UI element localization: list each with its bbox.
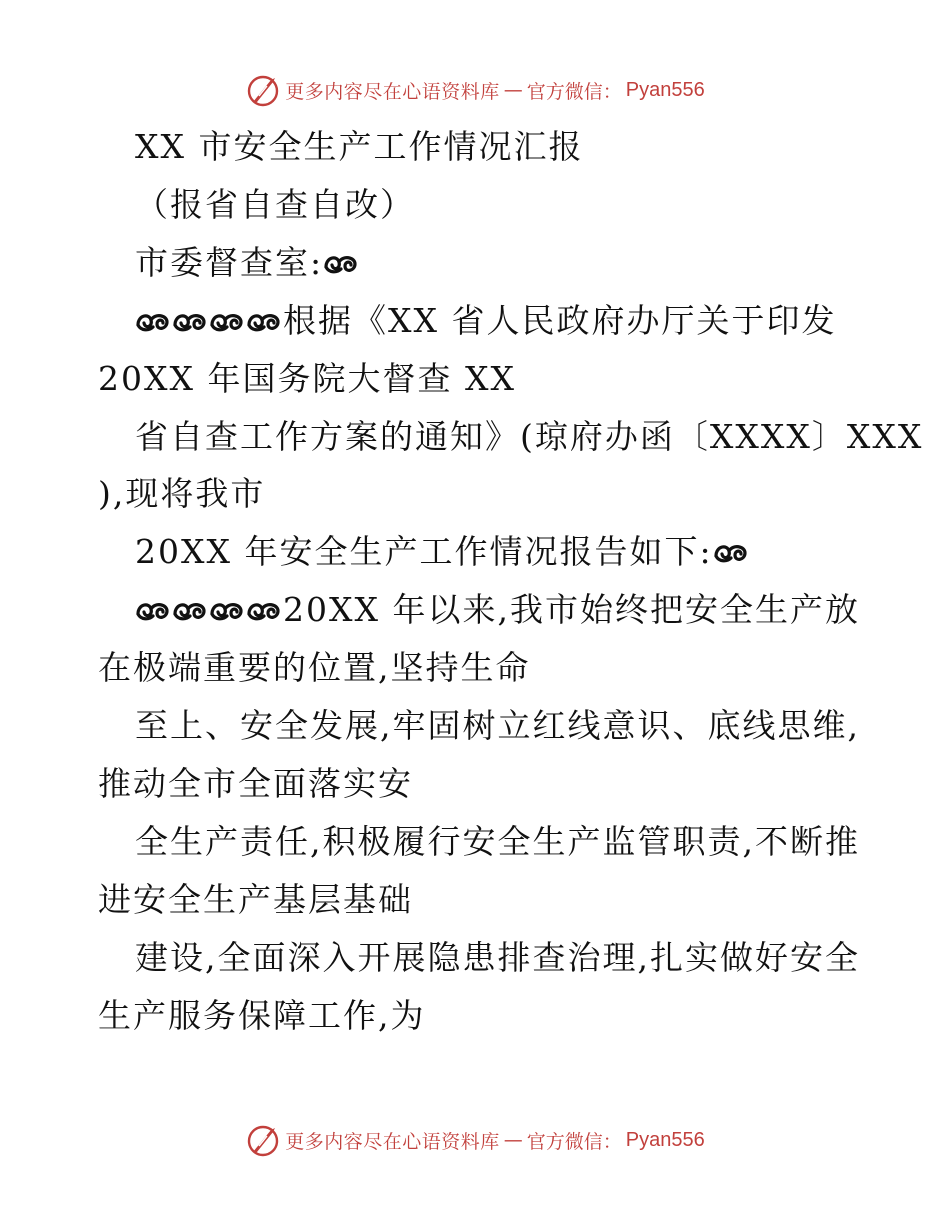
document-line xyxy=(98,359,516,399)
footer-watermark-banner xyxy=(0,1120,950,1160)
paragraph-mark-icon xyxy=(172,307,208,335)
banner-separator: — xyxy=(503,79,523,101)
document-line-text: 省自查工作方案的通知》(琼府办函〔XXXX〕XXX xyxy=(135,416,924,456)
document-line xyxy=(135,938,860,978)
document-line xyxy=(98,996,426,1036)
document-line xyxy=(135,243,360,283)
document-line-text: XX 市安全生产工作情况汇报 xyxy=(135,127,584,166)
header-watermark-banner xyxy=(0,70,950,110)
document-line xyxy=(135,127,583,167)
document-line xyxy=(98,474,265,514)
banner-wechat-id: Pyan556 xyxy=(625,78,705,101)
document-line-text: 20XX 年以来,我市始终把安全生产放 xyxy=(283,590,860,630)
document-line-text: 市委督查室: xyxy=(135,242,324,282)
quill-logo-icon xyxy=(245,72,281,108)
paragraph-mark-icon xyxy=(209,596,245,624)
document-line-text: 20XX 年安全生产工作情况报告如下: xyxy=(135,532,713,572)
document-line xyxy=(135,706,860,746)
document-line-text: 建设,全面深入开展隐患排查治理,扎实做好安全 xyxy=(135,937,860,977)
banner-library-text: 更多内容尽在心语资料库 xyxy=(285,1130,500,1153)
banner-library-text: 更多内容尽在心语资料库 xyxy=(285,80,500,103)
paragraph-mark-icon xyxy=(172,596,208,624)
document-line xyxy=(135,822,860,862)
document-line-text: ),现将我市 xyxy=(98,474,266,514)
document-line xyxy=(98,764,413,804)
paragraph-mark-icon xyxy=(135,596,171,624)
document-line-text: 推动全市全面落实安 xyxy=(98,763,413,803)
document-line-text: 根据《XX 省人民政府办厅关于印发 xyxy=(283,300,837,340)
banner-separator: — xyxy=(503,1129,523,1151)
paragraph-mark-icon xyxy=(246,596,282,624)
document-line xyxy=(135,301,836,341)
document-line-text: 20XX 年国务院大督查 XX xyxy=(98,358,516,398)
document-line-text: （报省自查自改） xyxy=(135,184,415,224)
paragraph-mark-icon xyxy=(246,307,282,335)
paragraph-mark-icon xyxy=(323,249,359,277)
banner-wechat-label: 官方微信： xyxy=(526,1130,622,1153)
document-line-text: 进安全生产基层基础 xyxy=(98,879,413,919)
document-line xyxy=(135,590,860,630)
document-line-text: 生产服务保障工作,为 xyxy=(98,995,426,1035)
paragraph-mark-icon xyxy=(713,538,749,566)
document-line xyxy=(98,880,413,920)
paragraph-mark-icon xyxy=(209,307,245,335)
document-line xyxy=(135,417,923,457)
document-line xyxy=(98,648,531,688)
document-line-text: 在极端重要的位置,坚持生命 xyxy=(98,648,531,688)
document-line xyxy=(135,185,415,225)
paragraph-mark-icon xyxy=(135,307,171,335)
banner-wechat-id: Pyan556 xyxy=(625,1128,705,1151)
quill-logo-icon xyxy=(245,1122,281,1158)
document-line-text: 至上、安全发展,牢固树立红线意识、底线思维, xyxy=(135,706,860,745)
banner-wechat-label: 官方微信： xyxy=(526,80,622,103)
document-line xyxy=(135,532,750,572)
document-line-text: 全生产责任,积极履行安全生产监管职责,不断推 xyxy=(135,821,860,861)
